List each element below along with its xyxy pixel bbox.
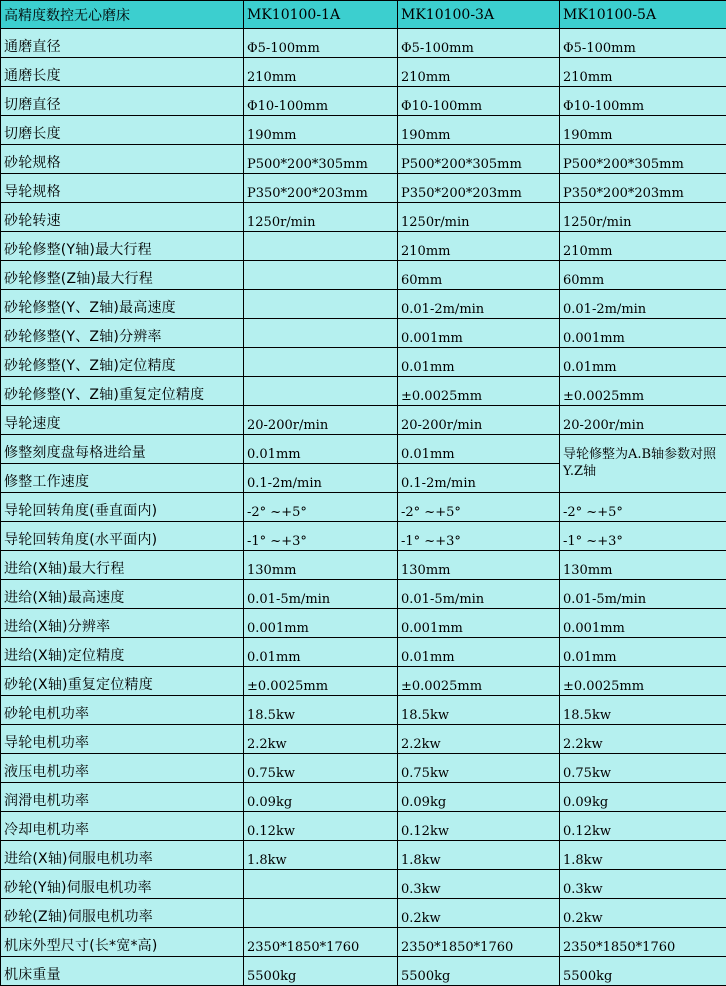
param-label: 砂轮规格 — [1, 145, 244, 174]
value-1a: 190mm — [244, 116, 398, 145]
table-row — [1, 29, 726, 58]
value-5a: 20-200r/min — [560, 406, 726, 435]
value-3a: 0.1-2m/min — [398, 464, 560, 493]
table-row — [1, 348, 726, 377]
header-product-name: 高精度数控无心磨床 — [1, 1, 244, 29]
param-label: 机床外型尺寸(长*宽*高) — [1, 928, 244, 957]
param-label: 修整刻度盘每格进给量 — [1, 435, 244, 464]
value-5a: 210mm — [560, 232, 726, 261]
spec-table-header — [1, 1, 726, 29]
table-row — [1, 116, 726, 145]
value-3a: 0.01mm — [398, 348, 560, 377]
value-5a: 0.001mm — [560, 319, 726, 348]
table-row — [1, 232, 726, 261]
value-5a: 0.001mm — [560, 609, 726, 638]
value-3a: 0.3kw — [398, 870, 560, 899]
table-row — [1, 319, 726, 348]
value-5a: ±0.0025mm — [560, 667, 726, 696]
value-1a — [244, 377, 398, 406]
table-row — [1, 522, 726, 551]
value-1a: 0.001mm — [244, 609, 398, 638]
value-3a: 0.2kw — [398, 899, 560, 928]
header-model-1a: MK10100-1A — [244, 1, 398, 29]
header-model-5a: MK10100-5A — [560, 1, 726, 29]
value-5a: 5500kg — [560, 957, 726, 986]
value-3a: ±0.0025mm — [398, 377, 560, 406]
value-1a: -1° ~+3° — [244, 522, 398, 551]
param-label: 砂轮修整(Y、Z轴)分辨率 — [1, 319, 244, 348]
value-1a: -2° ~+5° — [244, 493, 398, 522]
value-5a: 0.01mm — [560, 638, 726, 667]
value-5a: 60mm — [560, 261, 726, 290]
table-row — [1, 667, 726, 696]
param-label: 砂轮(X轴)重复定位精度 — [1, 667, 244, 696]
value-1a: ±0.0025mm — [244, 667, 398, 696]
value-3a: 2.2kw — [398, 725, 560, 754]
value-1a: 0.01mm — [244, 435, 398, 464]
table-row — [1, 58, 726, 87]
param-label: 砂轮修整(Z轴)最大行程 — [1, 261, 244, 290]
value-5a: -1° ~+3° — [560, 522, 726, 551]
value-3a: 0.75kw — [398, 754, 560, 783]
param-label: 砂轮转速 — [1, 203, 244, 232]
value-5a: P350*200*203mm — [560, 174, 726, 203]
table-row — [1, 754, 726, 783]
param-label: 导轮速度 — [1, 406, 244, 435]
param-label: 切磨直径 — [1, 87, 244, 116]
value-5a: 0.12kw — [560, 812, 726, 841]
table-row — [1, 580, 726, 609]
table-row — [1, 783, 726, 812]
value-3a: 18.5kw — [398, 696, 560, 725]
table-row — [1, 928, 726, 957]
table-row — [1, 609, 726, 638]
table-row — [1, 812, 726, 841]
value-5a: 0.09kg — [560, 783, 726, 812]
value-1a: P350*200*203mm — [244, 174, 398, 203]
param-label: 导轮回转角度(水平面内) — [1, 522, 244, 551]
value-3a: -1° ~+3° — [398, 522, 560, 551]
value-5a: 0.2kw — [560, 899, 726, 928]
value-5a: P500*200*305mm — [560, 145, 726, 174]
table-row — [1, 145, 726, 174]
param-label: 修整工作速度 — [1, 464, 244, 493]
value-3a: 0.001mm — [398, 609, 560, 638]
table-row — [1, 638, 726, 667]
param-label: 切磨长度 — [1, 116, 244, 145]
value-5a: 1250r/min — [560, 203, 726, 232]
table-row — [1, 87, 726, 116]
param-label: 导轮规格 — [1, 174, 244, 203]
value-1a: Φ10-100mm — [244, 87, 398, 116]
value-1a — [244, 261, 398, 290]
table-row — [1, 261, 726, 290]
value-3a: 20-200r/min — [398, 406, 560, 435]
value-1a: 130mm — [244, 551, 398, 580]
value-1a — [244, 899, 398, 928]
param-label: 砂轮电机功率 — [1, 696, 244, 725]
param-label: 砂轮修整(Y、Z轴)重复定位精度 — [1, 377, 244, 406]
value-3a: P500*200*305mm — [398, 145, 560, 174]
value-5a: 2350*1850*1760 — [560, 928, 726, 957]
value-1a — [244, 319, 398, 348]
value-3a: 130mm — [398, 551, 560, 580]
table-row — [1, 174, 726, 203]
value-1a: P500*200*305mm — [244, 145, 398, 174]
param-label: 导轮电机功率 — [1, 725, 244, 754]
value-5a: -2° ~+5° — [560, 493, 726, 522]
value-3a: 0.01mm — [398, 435, 560, 464]
value-3a: 0.09kg — [398, 783, 560, 812]
table-row — [1, 696, 726, 725]
value-1a — [244, 348, 398, 377]
value-1a: 0.12kw — [244, 812, 398, 841]
param-label: 导轮回转角度(垂直面内) — [1, 493, 244, 522]
value-1a: 0.01mm — [244, 638, 398, 667]
value-1a: 1250r/min — [244, 203, 398, 232]
value-5a: 0.3kw — [560, 870, 726, 899]
value-5a: Φ5-100mm — [560, 29, 726, 58]
value-3a: 0.12kw — [398, 812, 560, 841]
table-row — [1, 435, 726, 464]
param-label: 砂轮修整(Y轴)最大行程 — [1, 232, 244, 261]
value-1a — [244, 870, 398, 899]
value-5a: 0.01mm — [560, 348, 726, 377]
param-label: 砂轮修整(Y、Z轴)最高速度 — [1, 290, 244, 319]
param-label: 砂轮修整(Y、Z轴)定位精度 — [1, 348, 244, 377]
value-3a: 1.8kw — [398, 841, 560, 870]
param-label: 液压电机功率 — [1, 754, 244, 783]
value-5a: 1.8kw — [560, 841, 726, 870]
value-3a: Φ5-100mm — [398, 29, 560, 58]
value-5a: Φ10-100mm — [560, 87, 726, 116]
param-label: 机床重量 — [1, 957, 244, 986]
value-1a: 2350*1850*1760 — [244, 928, 398, 957]
value-1a — [244, 232, 398, 261]
value-1a: 0.75kw — [244, 754, 398, 783]
value-5a: 0.01-2m/min — [560, 290, 726, 319]
param-label: 进给(X轴)最大行程 — [1, 551, 244, 580]
value-3a: 0.01-5m/min — [398, 580, 560, 609]
value-1a: 18.5kw — [244, 696, 398, 725]
header-model-3a: MK10100-3A — [398, 1, 560, 29]
table-row — [1, 406, 726, 435]
table-row — [1, 870, 726, 899]
table-row — [1, 725, 726, 754]
param-label: 砂轮(Y轴)伺服电机功率 — [1, 870, 244, 899]
param-label: 冷却电机功率 — [1, 812, 244, 841]
value-5a: ±0.0025mm — [560, 377, 726, 406]
value-1a — [244, 290, 398, 319]
table-row — [1, 290, 726, 319]
spec-table-body — [1, 29, 726, 986]
value-3a: 5500kg — [398, 957, 560, 986]
value-5a: 0.01-5m/min — [560, 580, 726, 609]
param-label: 进给(X轴)分辨率 — [1, 609, 244, 638]
param-label: 通磨长度 — [1, 58, 244, 87]
value-3a: 0.01mm — [398, 638, 560, 667]
table-row — [1, 957, 726, 986]
value-1a: 0.09kg — [244, 783, 398, 812]
value-3a: -2° ~+5° — [398, 493, 560, 522]
value-3a: 0.001mm — [398, 319, 560, 348]
value-1a: 20-200r/min — [244, 406, 398, 435]
value-1a: 5500kg — [244, 957, 398, 986]
param-label: 砂轮(Z轴)伺服电机功率 — [1, 899, 244, 928]
value-1a: 2.2kw — [244, 725, 398, 754]
value-5a: 210mm — [560, 58, 726, 87]
value-3a: P350*200*203mm — [398, 174, 560, 203]
table-row — [1, 203, 726, 232]
param-label: 通磨直径 — [1, 29, 244, 58]
param-label: 进给(X轴)伺服电机功率 — [1, 841, 244, 870]
value-5a: 190mm — [560, 116, 726, 145]
value-3a: ±0.0025mm — [398, 667, 560, 696]
value-5a: 2.2kw — [560, 725, 726, 754]
header-row — [1, 1, 726, 29]
param-label: 进给(X轴)定位精度 — [1, 638, 244, 667]
value-1a: 0.1-2m/min — [244, 464, 398, 493]
table-row — [1, 493, 726, 522]
table-row — [1, 841, 726, 870]
value-3a: 60mm — [398, 261, 560, 290]
table-row — [1, 377, 726, 406]
value-3a: Φ10-100mm — [398, 87, 560, 116]
value-3a: 190mm — [398, 116, 560, 145]
value-1a: Φ5-100mm — [244, 29, 398, 58]
value-1a: 0.01-5m/min — [244, 580, 398, 609]
value-3a: 2350*1850*1760 — [398, 928, 560, 957]
table-row — [1, 551, 726, 580]
value-3a: 210mm — [398, 232, 560, 261]
value-3a: 0.01-2m/min — [398, 290, 560, 319]
value-5a: 导轮修整为A.B轴参数对照Y.Z轴 — [560, 435, 726, 493]
value-1a: 1.8kw — [244, 841, 398, 870]
param-label: 润滑电机功率 — [1, 783, 244, 812]
value-5a: 18.5kw — [560, 696, 726, 725]
param-label: 进给(X轴)最高速度 — [1, 580, 244, 609]
value-3a: 1250r/min — [398, 203, 560, 232]
value-5a: 130mm — [560, 551, 726, 580]
value-1a: 210mm — [244, 58, 398, 87]
value-5a: 0.75kw — [560, 754, 726, 783]
value-3a: 210mm — [398, 58, 560, 87]
table-row — [1, 899, 726, 928]
